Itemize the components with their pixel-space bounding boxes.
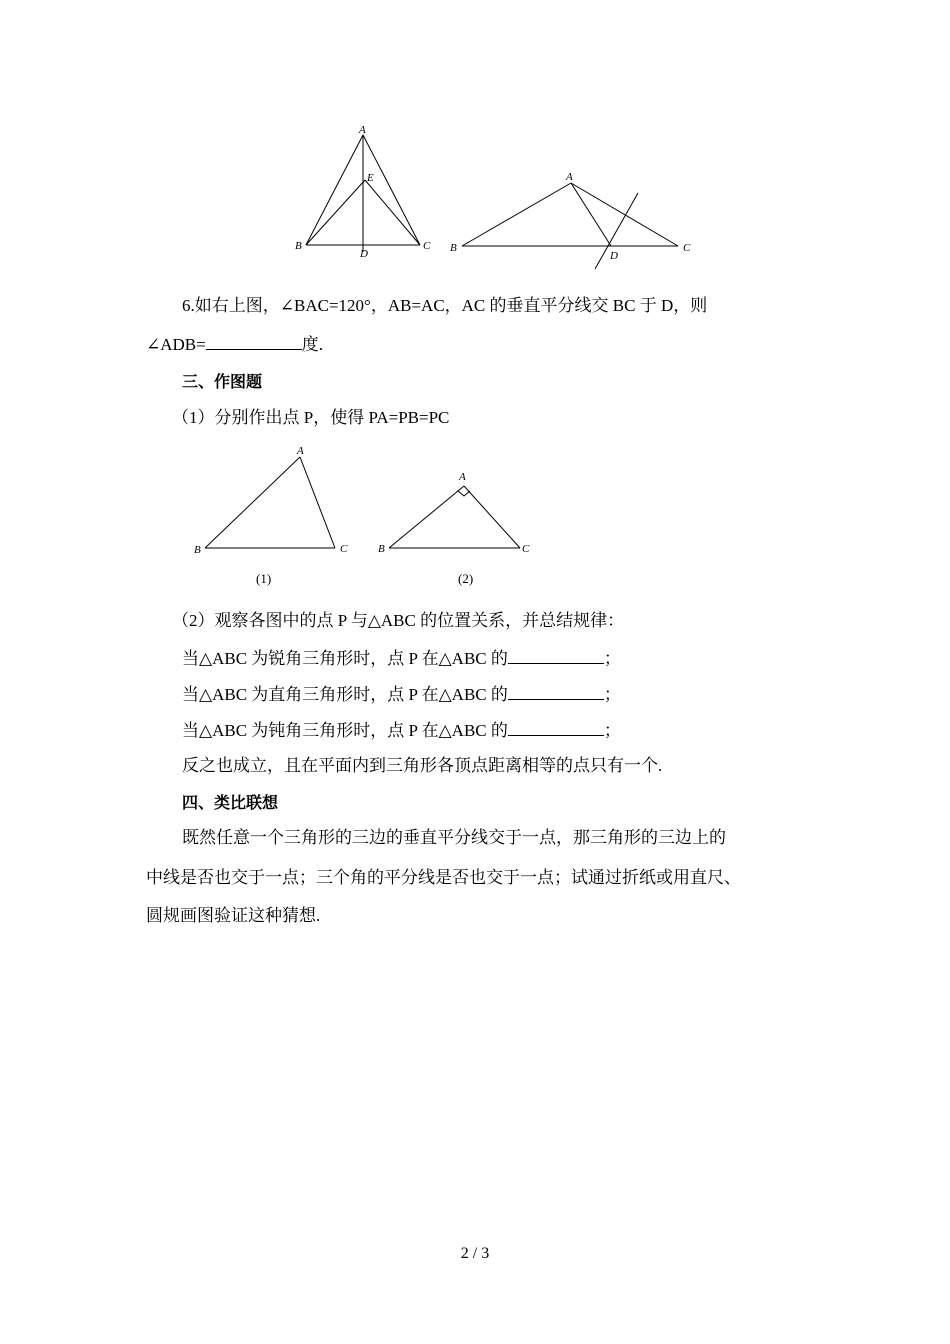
section-4-paragraph-line2: 中线是否也交于一点；三个角的平分线是否也交于一点；试通过折纸或用直尺、	[146, 868, 741, 887]
label-e: E	[367, 172, 374, 184]
answer-blank-right[interactable]	[508, 682, 604, 700]
obtuse-text: 当△ABC 为钝角三角形时，点 P 在△ABC 的	[182, 721, 508, 740]
converse-statement: 反之也成立，且在平面内到三角形各顶点距离相等的点只有一个.	[182, 756, 663, 775]
answer-blank-adb[interactable]	[206, 332, 302, 350]
right-text: 当△ABC 为直角三角形时，点 P 在△ABC 的	[182, 685, 508, 704]
label-b: B	[450, 242, 457, 254]
section-4-paragraph-line1: 既然任意一个三角形的三边的垂直平分线交于一点，那三角形的三边上的	[182, 828, 726, 847]
label-c: C	[423, 240, 431, 252]
end-mark: ；	[603, 721, 621, 740]
obtuse-statement	[182, 718, 621, 743]
acute-text: 当△ABC 为锐角三角形时，点 P 在△ABC 的	[182, 649, 508, 668]
label-b: B	[194, 544, 201, 556]
label-a: A	[297, 445, 304, 457]
question-6-suffix: 度.	[301, 335, 323, 354]
label-a: A	[359, 124, 366, 136]
figure-isosceles-altitude	[290, 120, 440, 270]
label-c: C	[683, 242, 691, 254]
section-3-title: 三、作图题	[182, 372, 263, 391]
answer-blank-acute[interactable]	[508, 646, 604, 664]
figure-perpendicular-bisector	[445, 165, 705, 275]
label-c: C	[340, 543, 348, 555]
label-b: B	[295, 240, 302, 252]
figure-right-triangle	[372, 460, 542, 590]
section-4-paragraph-line3: 圆规画图验证这种猜想.	[146, 906, 321, 925]
question-6-prefix: ∠ADB=	[146, 335, 206, 354]
answer-blank-obtuse[interactable]	[508, 718, 604, 736]
label-d: D	[360, 248, 368, 260]
label-d: D	[610, 250, 618, 262]
label-a: A	[566, 171, 573, 183]
acute-statement	[182, 646, 621, 671]
section-4-title: 四、类比联想	[182, 793, 279, 812]
task-1: （1）分别作出点 P，使得 PA=PB=PC	[172, 408, 450, 427]
figure-2-caption: (2)	[458, 571, 474, 586]
end-mark: ；	[603, 685, 621, 704]
figure-acute-triangle	[190, 440, 360, 590]
label-c: C	[522, 543, 530, 555]
end-mark: ；	[603, 649, 621, 668]
page-number: 2 / 3	[460, 1245, 490, 1262]
question-6-line2	[146, 332, 323, 357]
figure-1-caption: (1)	[256, 571, 272, 586]
label-b: B	[378, 543, 385, 555]
right-statement	[182, 682, 621, 707]
question-6-line1: 6.如右上图，∠BAC=120°，AB=AC，AC 的垂直平分线交 BC 于 D，则	[182, 296, 708, 315]
task-2: （2）观察各图中的点 P 与△ABC 的位置关系，并总结规律：	[172, 611, 625, 630]
label-a: A	[459, 471, 466, 483]
